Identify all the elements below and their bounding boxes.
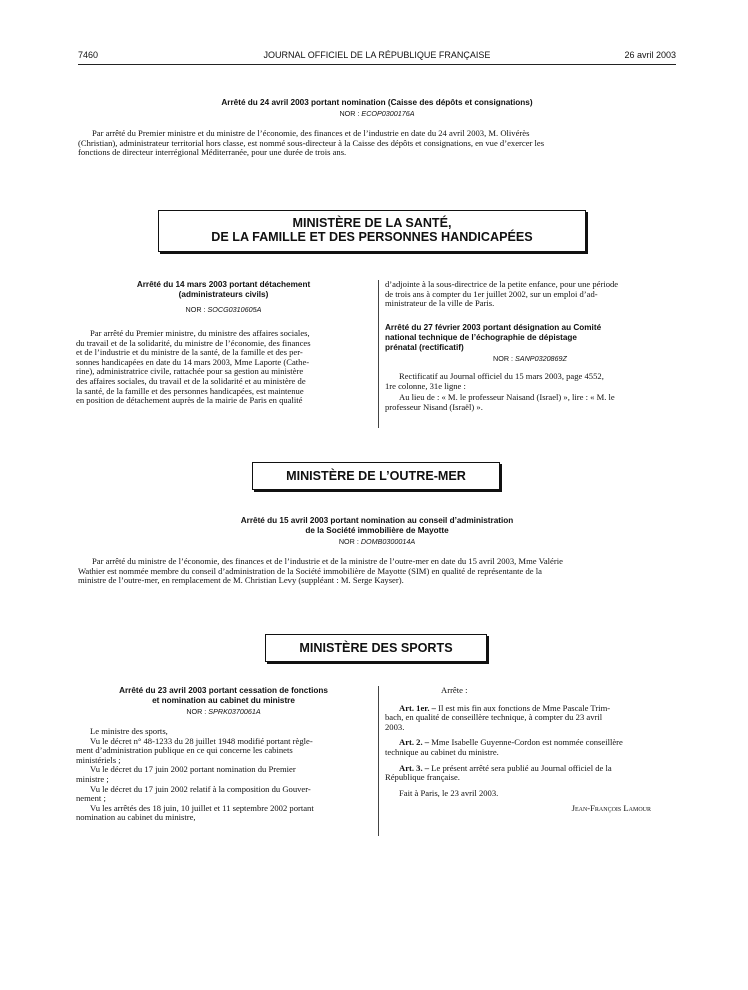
article-2: Art. 2. – Mme Isabelle Guyenne-Cordon est nommée conseillère	[399, 737, 623, 748]
decree-body-line: professeur Nisand (Israël) ».	[385, 401, 483, 412]
article-line: 2003.	[385, 721, 405, 732]
decree-body-line: nement ;	[76, 793, 106, 804]
decree-body-line: Wathier est nommée membre du conseil d’administration de la Société immobilière de Mayotte (SIM) en qualité de représentante de la	[78, 565, 542, 576]
decree-body-line: Vu le décret n° 48-1233 du 28 juillet 1948 modifié portant règle-	[90, 735, 313, 746]
nor-reference: NOR : DOMB0300014A	[338, 537, 416, 546]
decree-title: Arrêté du 24 avril 2003 portant nomination (Caisse des dépôts et consignations)	[221, 98, 533, 107]
decree-body-line: de trois ans à compter du 1er juillet 2002, sur un emploi d’ad-	[385, 288, 598, 299]
decree-body-line: Vu le décret du 17 juin 2002 portant nomination du Premier	[90, 764, 296, 775]
decree-body-line: ministériels ;	[76, 754, 121, 765]
column-divider	[378, 686, 379, 836]
article-line: République française.	[385, 772, 460, 783]
decree-body-line: Rectificatif au Journal officiel du 15 mars 2003, page 4552,	[399, 371, 604, 381]
header-rule	[78, 64, 676, 65]
nor-reference: NOR : SPRK0370061A	[186, 707, 261, 716]
decree-body-line: nomination au cabinet du ministre,	[76, 812, 196, 823]
decree-body-line: Par arrêté du Premier ministre, du ministre des affaires sociales,	[90, 328, 310, 338]
decree-body-line: des affaires sociales, du travail et de la solidarité et au ministère de	[76, 375, 306, 386]
decree-arrete: Arrête :	[441, 685, 468, 695]
decree-title: de la Société immobilière de Mayotte	[305, 526, 449, 535]
article-3: Art. 3. – Le présent arrêté sera publié au Journal officiel de la	[399, 762, 612, 773]
decree-body-line: Par arrêté du Premier ministre et du ministre de l’économie, des finances et de l’industrie en date du 24 avril 2003, M. Olivérès	[92, 128, 530, 138]
ministry-heading-outremer: MINISTÈRE DE L’OUTRE-MER	[252, 462, 500, 490]
decree-body-line: d’adjointe à la sous-directrice de la petite enfance, pour une période	[385, 279, 619, 289]
decree-sports-cabinet	[76, 686, 371, 823]
decree-rectificatif	[385, 323, 675, 412]
page-number: 7460	[78, 50, 99, 60]
decree-body-line: fonctions de directeur interrégional Méditerranée, pour une durée de trois ans.	[78, 147, 347, 158]
decree-body-line: Au lieu de : « M. le professeur Naisand (Israel) », lire : « M. le	[399, 392, 615, 403]
decree-body-line: rine), administratrice civile, rattachée pour sa gestion au ministère	[76, 366, 304, 377]
decree-sports-articles	[385, 686, 675, 814]
ministry-heading-sante: MINISTÈRE DE LA SANTÉ, DE LA FAMILLE ET DES PERSONNES HANDICAPÉES	[158, 210, 586, 252]
decree-body-line: Le ministre des sports,	[90, 726, 168, 736]
decree-body-line: 1re colonne, 31e ligne :	[385, 380, 466, 391]
signature-name: Jean-François Lamour	[571, 803, 651, 814]
page-header	[78, 50, 676, 64]
decree-body-line: Vu le décret du 17 juin 2002 relatif à la composition du Gouver-	[90, 783, 311, 794]
ministry-heading-sports: MINISTÈRE DES SPORTS	[265, 634, 487, 662]
article-line: bach, en qualité de conseillère technique, à compter du 23 avril	[385, 712, 603, 723]
nor-reference: NOR : ECOP0300176A	[339, 109, 415, 118]
decree-body-line: Par arrêté du ministre de l’économie, des finances et de l’industrie et de la ministre de l’outre-mer en date du 15 avril 2003, Mme Valérie	[92, 556, 563, 566]
decree-body-line: ment d’administration publique en ce qui concerne les cabinets	[76, 745, 293, 756]
decree-title: Arrêté du 23 avril 2003 portant cessation de fonctions	[119, 686, 328, 695]
decree-body-line: ministre ;	[76, 773, 109, 784]
decree-body-line: Vu les arrêtés des 18 juin, 10 juillet et 11 septembre 2002 portant	[90, 802, 314, 813]
signature-date: Fait à Paris, le 23 avril 2003.	[399, 787, 499, 798]
nor-reference: NOR : SANP0320869Z	[493, 354, 567, 363]
decree-detachement-continued	[385, 280, 675, 309]
column-divider	[378, 280, 379, 428]
decree-caisse-depots	[78, 98, 676, 158]
decree-title: national technique de l’échographie de dépistage	[385, 333, 577, 342]
decree-body-line: du travail et de la solidarité, du ministre de l’économie, des finances	[76, 337, 311, 348]
decree-body-line: la santé, de la famille et des personnes handicapées, est maintenue	[76, 385, 304, 396]
decree-detachement	[76, 280, 371, 406]
decree-body-line: sonnes handicapées en date du 14 mars 2003, Mme Laporte (Cathe-	[76, 356, 310, 367]
decree-title: (administrateurs civils)	[178, 290, 269, 299]
article-1: Art. 1er. – Il est mis fin aux fonctions de Mme Pascale Trim-	[399, 702, 611, 713]
decree-body-line: (Christian), administrateur territorial hors classe, est nommé sous-directeur à la Caisse des dépôts et consignations, en vue d’exercer les	[78, 137, 545, 148]
decree-mayotte	[78, 516, 676, 586]
issue-date: 26 avril 2003	[624, 50, 676, 60]
nor-reference: NOR : SOCG0310605A	[185, 305, 262, 314]
decree-body-line: et de l’industrie et du ministre de la santé, de la famille et des per-	[76, 347, 303, 358]
article-line: technique au cabinet du ministre.	[385, 746, 499, 757]
decree-body-line: ministre de l’outre-mer, en remplacement de M. Christian Levy (suppléant : M. Serge Kayser).	[78, 575, 404, 586]
decree-body-line: en position de détachement auprès de la mairie de Paris en qualité	[76, 395, 303, 406]
decree-title: prénatal (rectificatif)	[385, 343, 464, 352]
journal-title: JOURNAL OFFICIEL DE LA RÉPUBLIQUE FRANÇAISE	[263, 50, 491, 60]
decree-title: et nomination au cabinet du ministre	[152, 696, 295, 705]
decree-title: Arrêté du 15 avril 2003 portant nomination au conseil d’administration	[240, 516, 514, 525]
decree-title: Arrêté du 27 février 2003 portant désignation au Comité	[385, 323, 602, 332]
decree-title: Arrêté du 14 mars 2003 portant détachement	[136, 280, 311, 289]
decree-body-line: ministrateur de la ville de Paris.	[385, 298, 495, 309]
